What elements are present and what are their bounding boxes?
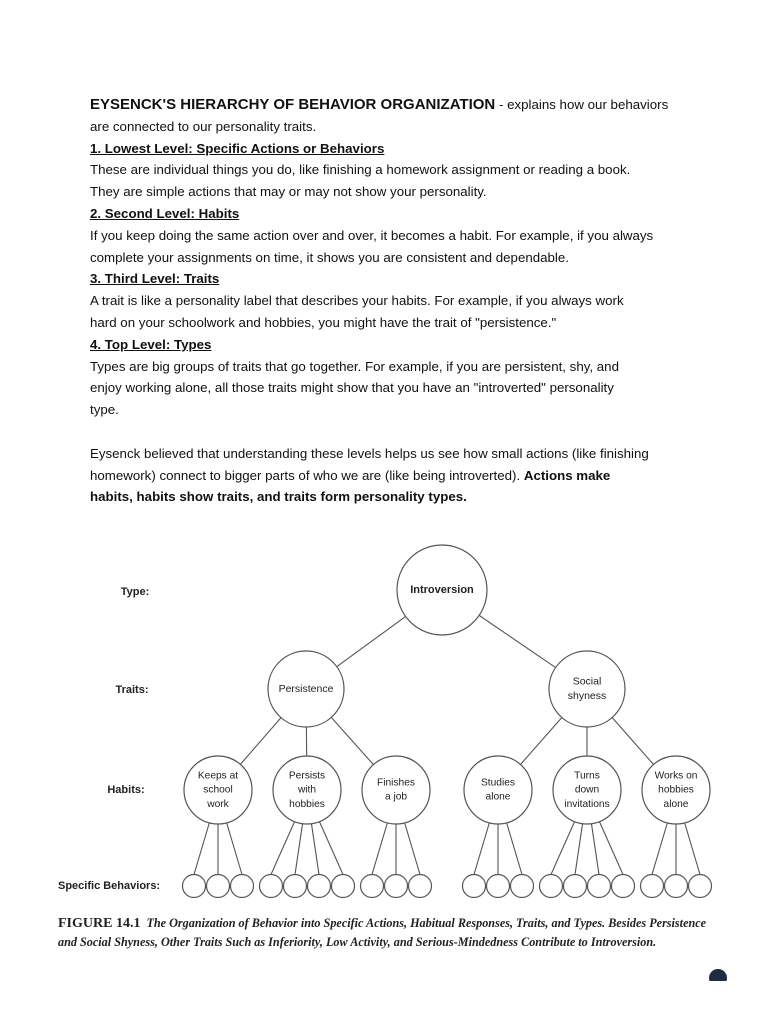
- specific-behavior-node: [409, 875, 432, 898]
- figure-number: FIGURE 14.1: [58, 916, 141, 931]
- connector-line: [474, 822, 490, 875]
- row-label-habits: Habits:: [107, 783, 145, 796]
- specific-behavior-node: [284, 875, 307, 898]
- connector-line: [320, 822, 343, 875]
- specific-behavior-node: [308, 875, 331, 898]
- conclusion-text: homework) connect to bigger parts of who we are (like being introverted).: [90, 467, 524, 483]
- specific-behavior-node: [588, 875, 611, 898]
- connector-line: [372, 822, 388, 875]
- connector-line: [684, 822, 700, 875]
- connector-line: [404, 822, 420, 875]
- document-title: EYSENCK'S HIERARCHY OF BEHAVIOR ORGANIZATION: [90, 96, 496, 113]
- connector-line: [194, 822, 210, 875]
- specific-behavior-node: [665, 875, 688, 898]
- conclusion-line: [90, 465, 690, 487]
- habit-node-label: Keeps at school work: [197, 770, 239, 810]
- connector-line: [337, 616, 406, 666]
- connector-line: [575, 822, 583, 875]
- row-label-specific-behaviors: Specific Behaviors:: [58, 879, 161, 892]
- title-description: - explains how our behaviors: [495, 97, 669, 112]
- specific-behavior-node: [183, 875, 206, 898]
- section-text-line: complete your assignments on time, it shows you are consistent and dependable.: [90, 249, 569, 265]
- connector-line: [551, 822, 574, 875]
- connector-line: [479, 615, 555, 667]
- specific-behavior-node: [511, 875, 534, 898]
- paragraph-spacer: [90, 421, 690, 443]
- row-label-type: Type:: [120, 585, 150, 598]
- row-label-traits: Traits:: [115, 683, 149, 696]
- connector-line: [520, 718, 561, 765]
- section-text-line: hard on your schoolwork and hobbies, you might have the trait of "persistence.": [90, 314, 557, 330]
- trait-node-shyness: [549, 651, 625, 727]
- connector-line: [652, 822, 668, 875]
- connector-line: [271, 822, 294, 875]
- specific-behavior-node: [332, 875, 355, 898]
- section-heading-top-level: 4. Top Level: Types: [90, 336, 212, 352]
- conclusion-line: Eysenck believed that understanding these levels helps us see how small actions (like finishing: [90, 445, 649, 461]
- conclusion-emphasis-line: habits, habits show traits, and traits form personality types.: [90, 489, 467, 505]
- specific-behavior-node: [385, 875, 408, 898]
- habit-node-label: Persists with hobbies: [288, 770, 326, 810]
- specific-behavior-node: [487, 875, 510, 898]
- section-text-line: enjoy working alone, all those traits might show that you have an "introverted" personality: [90, 380, 614, 396]
- section-text-line: Types are big groups of traits that go together. For example, if you are persistent, shy, and: [90, 358, 619, 374]
- intro-continuation: are connected to our personality traits.: [90, 118, 317, 134]
- section-text-line: If you keep doing the same action over and over, it becomes a habit. For example, if you always: [90, 227, 654, 243]
- connector-line: [226, 822, 242, 875]
- section-text-line: These are individual things you do, like finishing a homework assignment or reading a book.: [90, 162, 631, 178]
- section-heading-second-level: 2. Second Level: Habits: [90, 205, 240, 221]
- specific-behavior-node: [689, 875, 712, 898]
- trait-node-label: Social shyness: [567, 675, 607, 703]
- specific-behavior-node: [207, 875, 230, 898]
- section-text-line: They are simple actions that may or may not show your personality.: [90, 184, 487, 200]
- habit-node-studies: [464, 756, 532, 824]
- section-text-line: type.: [90, 402, 119, 418]
- section-heading-lowest-level: 1. Lowest Level: Specific Actions or Behaviors: [90, 140, 385, 156]
- section-text-line: A trait is like a personality label that describes your habits. For example, if you always work: [90, 293, 624, 309]
- figure-caption: [58, 914, 708, 951]
- specific-behavior-node: [612, 875, 635, 898]
- connector-line: [612, 718, 653, 765]
- connector-line: [600, 822, 623, 875]
- trait-node-label: Persistence: [278, 682, 334, 695]
- section-heading-third-level: 3. Third Level: Traits: [90, 271, 220, 287]
- specific-behavior-node: [260, 875, 283, 898]
- habit-node-label: Works on hobbies alone: [654, 770, 698, 810]
- hierarchy-diagram: [54, 538, 724, 898]
- document-body: [90, 94, 690, 508]
- hierarchy-figure: [54, 538, 724, 898]
- specific-behavior-node: [540, 875, 563, 898]
- type-node-label: Introversion: [410, 583, 474, 596]
- specific-behavior-node: [231, 875, 254, 898]
- corner-logo-icon: [709, 963, 727, 981]
- habit-node-label: Turns down invitations: [564, 770, 610, 810]
- connector-line: [311, 822, 319, 875]
- habit-node-label: Studies alone: [481, 777, 515, 803]
- conclusion-emphasis: Actions make: [523, 467, 611, 483]
- connector-line: [591, 822, 599, 875]
- connector-line: [506, 822, 522, 875]
- title-line: [90, 94, 690, 116]
- connector-line: [240, 718, 281, 765]
- connector-line: [295, 822, 303, 875]
- habit-node-label: Finishes a job: [377, 777, 415, 803]
- connector-line: [331, 717, 373, 764]
- figure-caption-text: The Organization of Behavior into Specific Actions, Habitual Responses, Traits, and Types. Besides Persistence and Social Shyness, Other Traits Such as Inferiority, Low Activity, and Serious-Mindedness Contribute to Introversion.: [58, 916, 707, 949]
- habit-node-job: [362, 756, 430, 824]
- specific-behavior-node: [641, 875, 664, 898]
- specific-behavior-node: [463, 875, 486, 898]
- specific-behavior-node: [361, 875, 384, 898]
- specific-behavior-node: [564, 875, 587, 898]
